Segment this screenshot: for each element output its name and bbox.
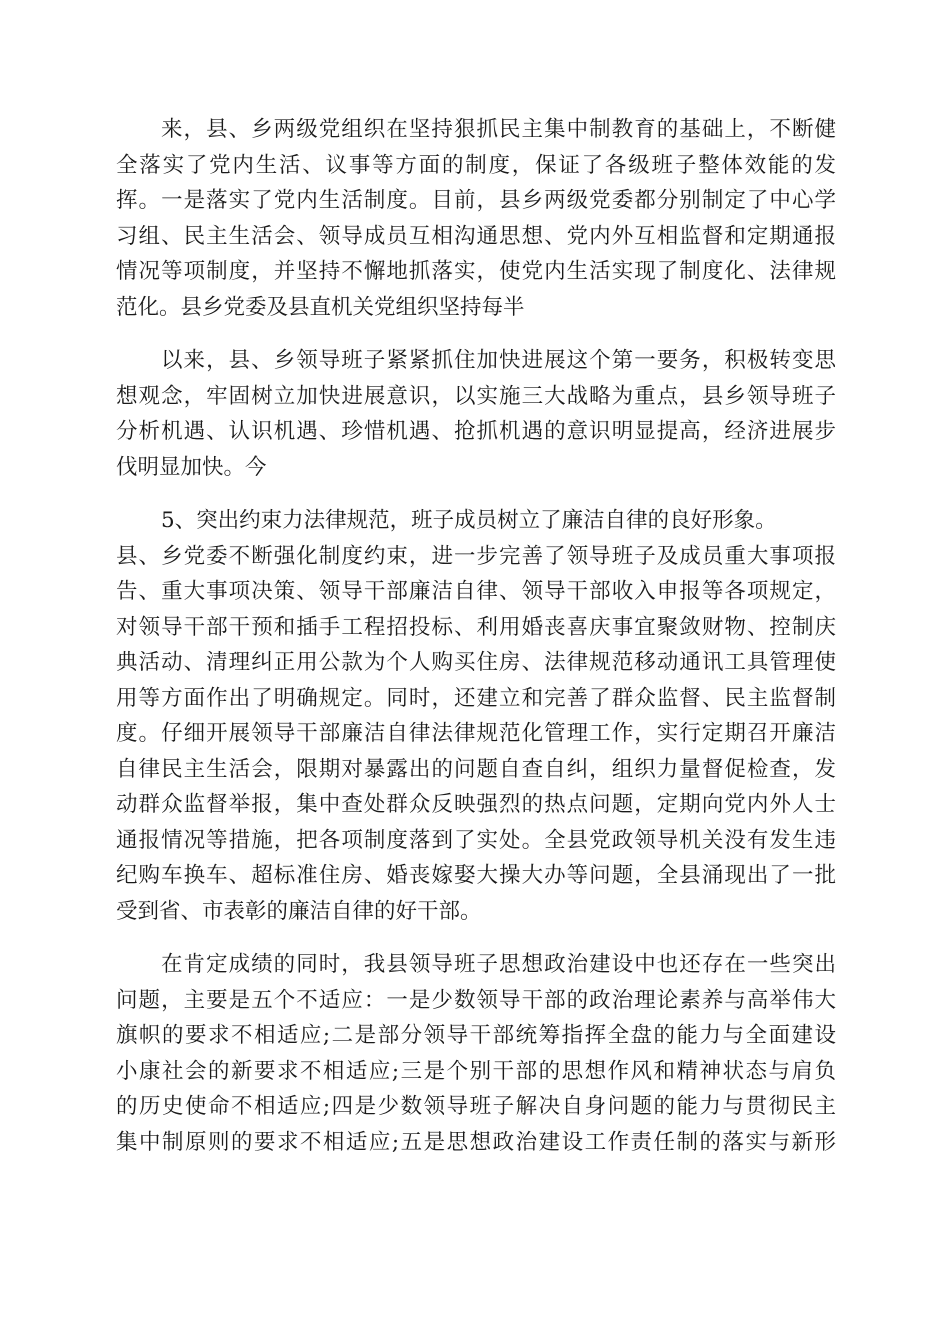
text-line: 来，县、乡两级党组织在坚持狠抓民主集中制教育的基础上，不断健 [161,117,836,142]
text-line: 用等方面作出了明确规定。同时，还建立和完善了群众监督、民主监督制 [116,685,836,711]
text-line: 动群众监督举报，集中查处群众反映强烈的热点问题，定期向党内外人士 [116,792,836,817]
text-line: 自律民主生活会，限期对暴露出的问题自查自纠，组织力量督促检查，发 [116,756,836,782]
text-line: 典活动、清理纠正用公款为个人购买住房、法律规范移动通讯工具管理使 [116,650,836,675]
text-line: 5、突出约束力法律规范，班子成员树立了廉洁自律的良好形象。 [161,508,777,533]
text-line: 全落实了党内生活、议事等方面的制度，保证了各级班子整体效能的发 [116,152,836,178]
text-line: 分析机遇、认识机遇、珍惜机遇、抢抓机遇的意识明显提高，经济进展步 [116,419,836,444]
text-line: 县、乡党委不断强化制度约束，进一步完善了领导班子及成员重大事项报 [116,543,836,569]
text-line: 通报情况等措施，把各项制度落到了实处。全县党政领导机关没有发生违 [116,827,836,853]
paragraph-4 [116,947,836,1160]
text-line: 旗帜的要求不相适应;二是部分领导干部统筹指挥全盘的能力与全面建设 [116,1023,836,1048]
text-line: 度。仔细开展领导干部廉洁自律法律规范化管理工作，实行定期召开廉洁 [116,721,836,746]
text-line: 受到省、市表彰的廉洁自律的好干部。 [116,898,482,924]
paragraph-1 [116,112,836,325]
text-line: 挥。一是落实了党内生活制度。目前，县乡两级党委都分别制定了中心学 [116,188,836,213]
text-line: 在肯定成绩的同时，我县领导班子思想政治建设中也还存在一些突出 [161,952,836,977]
text-line: 集中制原则的要求不相适应;五是思想政治建设工作责任制的落实与新形 [116,1129,836,1155]
text-line: 想观念，牢固树立加快进展意识，以实施三大战略为重点，县乡领导班子 [116,383,836,409]
text-line: 纪购车换车、超标准住房、婚丧嫁娶大操大办等问题，全县涌现出了一批 [116,863,836,888]
paragraph-3 [116,503,836,929]
document-page [116,112,836,1178]
text-line: 伐明显加快。今 [116,454,267,480]
text-line: 以来，县、乡领导班子紧紧抓住加快进展这个第一要务，积极转变思 [161,348,836,373]
text-line: 范化。县乡党委及县直机关党组织坚持每半 [116,294,525,320]
text-line: 情况等项制度，并坚持不懈地抓落实，使党内生活实现了制度化、法律规 [116,259,836,284]
text-line: 小康社会的新要求不相适应;三是个别干部的思想作风和精神状态与肩负 [116,1058,836,1084]
text-line: 习组、民主生活会、领导成员互相沟通思想、党内外互相监督和定期通报 [116,223,836,249]
paragraph-2 [116,343,836,485]
text-line: 告、重大事项决策、领导干部廉洁自律、领导干部收入申报等各项规定， [116,579,836,604]
text-line: 的历史使命不相适应;四是少数领导班子解决自身问题的能力与贯彻民主 [116,1094,836,1119]
text-line: 对领导干部干预和插手工程招投标、利用婚丧喜庆事宜聚敛财物、控制庆 [116,614,836,640]
text-line: 问题，主要是五个不适应：一是少数领导干部的政治理论素养与高举伟大 [116,987,836,1013]
